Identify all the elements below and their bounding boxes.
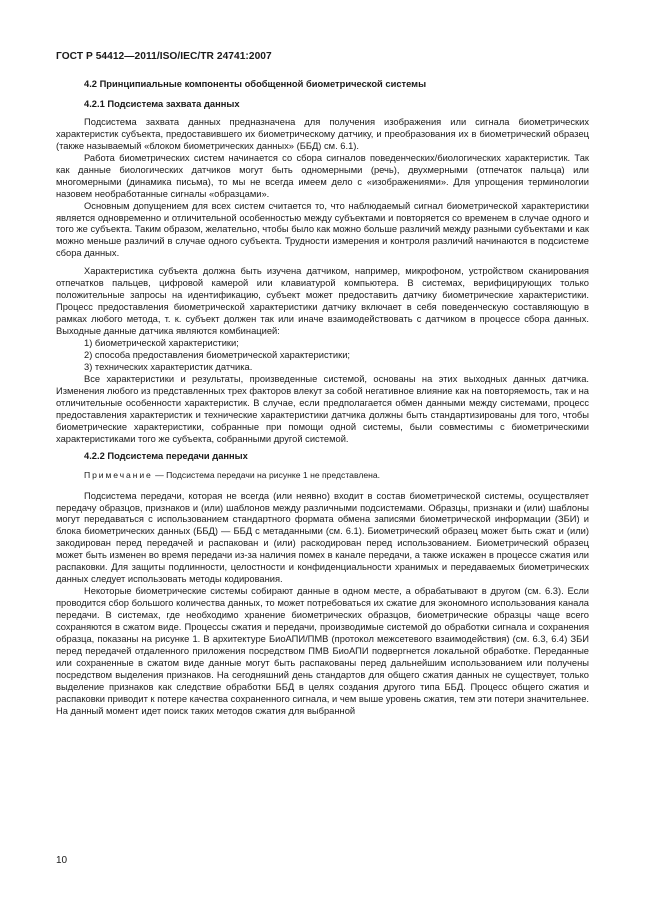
note-label: Примечание bbox=[84, 469, 153, 480]
paragraph: Некоторые биометрические системы собирают данные в одном месте, а обрабатывают в другом (см. 6.3). Если проводится сбор большого количества данных, то может потребоваться их сжатие для экономного использования канала передачи. В системах, где необходимо хранение биометрических образцов, биометрические образцы чаще всего сохраняются в сжатом виде. Процессы сжатия и передачи, производимые системой до обработки сигнала и сохранения образца, показаны на рисунке 1. В архитектуре БиоАПИ/ПМВ (протокол межсетевого взаимодействия) (см. 6.3, 6.4) ЗБИ перед передачей отдаленного приложения посредством ПМВ БиоАПИ подвергнется локальной обработке. Переданные или сохраненные в сжатом виде данные могут быть распакованы перед дальнейшим использованием или получены посредством выделения признаков. На сегодняшний день стандартов для общего сжатия данных не существует, только выделение признаков как следствие обработки ББД в целях создания другого типа ББД. Процесс общего сжатия и распаковки приводит к потере качества сохраненного сигнала, и чем выше уровень сжатия, тем эти потери значительнее. На данный момент идет поиск таких методов сжатия для выбранной bbox=[56, 586, 589, 716]
page-number: 10 bbox=[56, 855, 68, 866]
note-text: — Подсистема передачи на рисунке 1 не представлена. bbox=[152, 469, 381, 480]
paragraph: Все характеристики и результаты, произведенные системой, основаны на этих выходных данных датчика. Изменения любого из представленных трех факторов влекут за собой негативное влияние как на повторяемость, так и на отличительные особенности характеристик. В случае, если предполагается обмен данными между системами, процесс предоставления характеристик и технические характеристики датчика должны быть стандартизированы для того, чтобы биометрические характеристики, собранные при помощи одной системы, были совместимы с биометрическими характеристиками того же субъекта, собранными другой системой. bbox=[56, 373, 589, 444]
section-heading: 4.2 Принципиальные компоненты обобщенной биометрической системы bbox=[84, 79, 427, 89]
note bbox=[56, 470, 589, 482]
subsection-heading-transmission: 4.2.2 Подсистема передачи данных bbox=[84, 450, 248, 461]
paragraph: Работа биометрических систем начинается со сбора сигналов поведенческих/биологических характеристик. Так как данные биологических датчиков могут быть одномерными (речь), двухмерными (отпечаток пальца) или многомерными (динамика письма), то мы не всегда имеем дело с «изображениями». Для упрощения терминологии назовем необработанные сигналы «образцами». bbox=[56, 152, 589, 199]
paragraph: Подсистема захвата данных предназначена для получения изображения или сигнала биометрических характеристик субъекта, предоставившего их биометрическому датчику, и преобразования их в биометрический образец (также называемый «блоком биометрических данных» (ББД) см. 6.1). bbox=[56, 116, 589, 151]
document-header: ГОСТ Р 54412—2011/ISO/IEC/TR 24741:2007 bbox=[56, 51, 272, 62]
document-body bbox=[56, 79, 589, 718]
list-item: 2) способа предоставления биометрической характеристики; bbox=[84, 350, 351, 361]
paragraph: Характеристика субъекта должна быть изучена датчиком, например, микрофоном, устройством сканирования отпечатков пальцев, цифровой камерой или клавиатурой компьютера. В системах, верифицирующих только положительные запросы на идентификацию, субъект может предоставить датчику биометрические характеристики. Процесс предоставления биометрической характеристики датчику включает в себя поведенческую составляющую в рамках любого метода, т. к. субъект должен так или иначе взаимодействовать с датчиком в процессе сбора данных. Выходные данные датчика являются комбинацией: bbox=[56, 266, 589, 337]
list-item: 3) технических характеристик датчика. bbox=[84, 361, 253, 372]
subsection-heading-capture: 4.2.1 Подсистема захвата данных bbox=[84, 98, 240, 109]
paragraph: Основным допущением для всех систем считается то, что наблюдаемый сигнал биометрической характеристики является одновременно и отличительной особенностью между субъектами и повторяется со временем в случае одного и того же субъекта. Таким образом, желательно, чтобы было как можно больше различий между разными субъектами и как можно меньше различий в случае одного субъекта. Трудности измерения и контроля различий начинаются в подсистеме сбора данных. bbox=[56, 200, 589, 259]
list-item: 1) биометрической характеристики; bbox=[84, 338, 239, 349]
paragraph: Подсистема передачи, которая не всегда (или неявно) входит в состав биометрической системы, осуществляет передачу образцов, признаков и (или) шаблонов между различными подсистемами. Образцы, признаки и (или) шаблоны могут передаваться с использованием стандартного формата обмена записями биометрической информации (ЗБИ) и блока биометрических данных (ББД) — ББД с метаданными (см. 6.1). Биометрический образец может быть сжат и (или) закодирован перед передачей и распакован и (или) раскодирован перед использованием. Биометрический образец может быть изменен во время передачи из-за наличия помех в канале передачи, а также искажен в процессе сжатия или распаковки. Для защиты подлинности, целостности и конфиденциальности хранимых и передаваемых биометрических данных следует использовать методы кодирования. bbox=[56, 490, 589, 585]
